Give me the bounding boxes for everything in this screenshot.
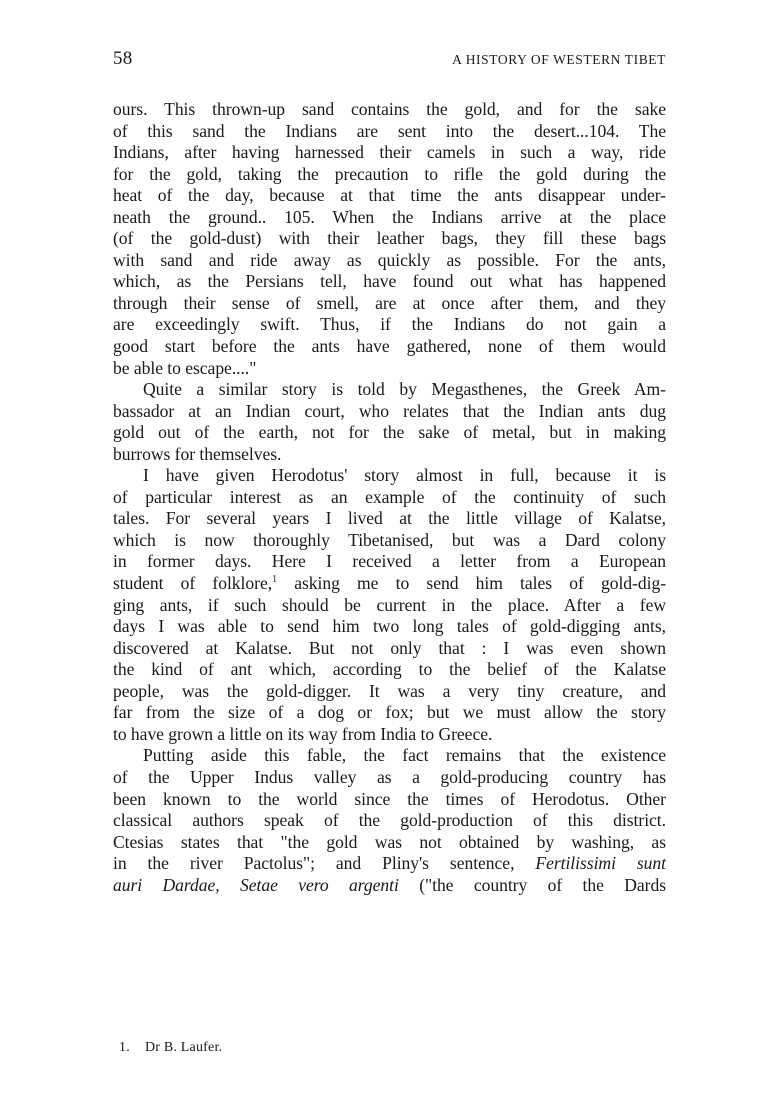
- paragraph-4: [113, 745, 666, 896]
- footnote-text: Dr B. Laufer.: [145, 1040, 223, 1055]
- text-line-with-latin: auri Dardae, Setae vero argenti ("the country of the Dards: [113, 874, 667, 895]
- text-line: of this sand the Indians are sent into the desert...104. The: [113, 120, 666, 141]
- text-line: bassador at an Indian court, who relates that the Indian ants dug: [113, 400, 666, 421]
- body-text: [113, 99, 666, 896]
- paragraph-1: [113, 99, 666, 379]
- running-title: A HISTORY OF WESTERN TIBET: [452, 52, 666, 67]
- text-line: gold out of the earth, not for the sake of metal, but in making: [113, 422, 666, 443]
- text-line: of particular interest as an example of the continuity of such: [113, 486, 666, 507]
- latin-quote: auri Dardae, Setae vero argenti: [113, 874, 399, 895]
- text-line: I have given Herodotus' story almost in full, because it is: [143, 465, 666, 486]
- text-line: the kind of ant which, according to the belief of the Kalatse: [113, 659, 666, 680]
- text-line-with-latin: in the river Pactolus"; and Pliny's sentence, Fertilissimi sunt: [113, 853, 666, 874]
- text-line: tales. For several years I lived at the little village of Kalatse,: [113, 508, 666, 529]
- footnote-mark: 1.: [119, 1040, 130, 1055]
- text-line: ours. This thrown-up sand contains the gold, and for the sake: [113, 99, 666, 119]
- text-line: through their sense of smell, are at once after them, and they: [113, 292, 666, 313]
- text-line: neath the ground.. 105. When the Indians arrive at the place: [113, 206, 666, 227]
- text-line: days I was able to send him two long tales of gold-digging ants,: [113, 616, 666, 637]
- text-line: be able to escape....": [113, 357, 257, 378]
- text-line: with sand and ride away as quickly as possible. For the ants,: [113, 249, 666, 270]
- text-line: which is now thoroughly Tibetanised, but was a Dard colony: [113, 529, 666, 550]
- text-line: ging ants, if such should be current in the place. After a few: [113, 594, 666, 615]
- running-head: [113, 48, 666, 72]
- text-line: are exceedingly swift. Thus, if the Indians do not gain a: [113, 314, 666, 335]
- text-line: people, was the gold-digger. It was a very tiny creature, and: [113, 680, 666, 701]
- text-line: heat of the day, because at that time the ants disappear under-: [113, 185, 666, 206]
- text-line: of the Upper Indus valley as a gold-producing country has: [113, 766, 666, 787]
- text-line: burrows for themselves.: [113, 443, 282, 464]
- text-line: far from the size of a dog or fox; but we must allow the story: [113, 702, 666, 723]
- text-line-with-footnote: student of folklore,$^1$ asking me to send him tales of gold-dig-: [113, 573, 666, 594]
- footnote-reference[interactable]: 1: [272, 574, 278, 586]
- text-line: which, as the Persians tell, have found out what has happened: [113, 271, 666, 292]
- text-line: for the gold, taking the precaution to rifle the gold during the: [113, 163, 666, 184]
- text-line: Ctesias states that "the gold was not obtained by washing, as: [113, 831, 666, 852]
- latin-quote: Fertilissimi sunt: [535, 853, 666, 874]
- text-line: Indians, after having harnessed their camels in such a way, ride: [113, 142, 666, 163]
- text-line: Quite a similar story is told by Megasthenes, the Greek Am-: [143, 379, 666, 400]
- paragraph-2: [113, 379, 666, 465]
- text-line: in former days. Here I received a letter from a European: [113, 551, 666, 572]
- text-line: (of the gold-dust) with their leather bags, they fill these bags: [113, 228, 666, 249]
- text-line: been known to the world since the times of Herodotus. Other: [113, 788, 666, 809]
- paragraph-3: [113, 465, 666, 745]
- text-line: discovered at Kalatse. But not only that : I was even shown: [113, 637, 666, 658]
- text-line: classical authors speak of the gold-production of this district.: [113, 810, 666, 831]
- text-line: Putting aside this fable, the fact remains that the existence: [143, 745, 666, 766]
- text-line: to have grown a little on its way from India to Greece.: [113, 723, 493, 744]
- page-number: 58: [113, 48, 133, 69]
- text-line: good start before the ants have gathered, none of them would: [113, 336, 666, 357]
- footnote-1: [119, 1040, 222, 1056]
